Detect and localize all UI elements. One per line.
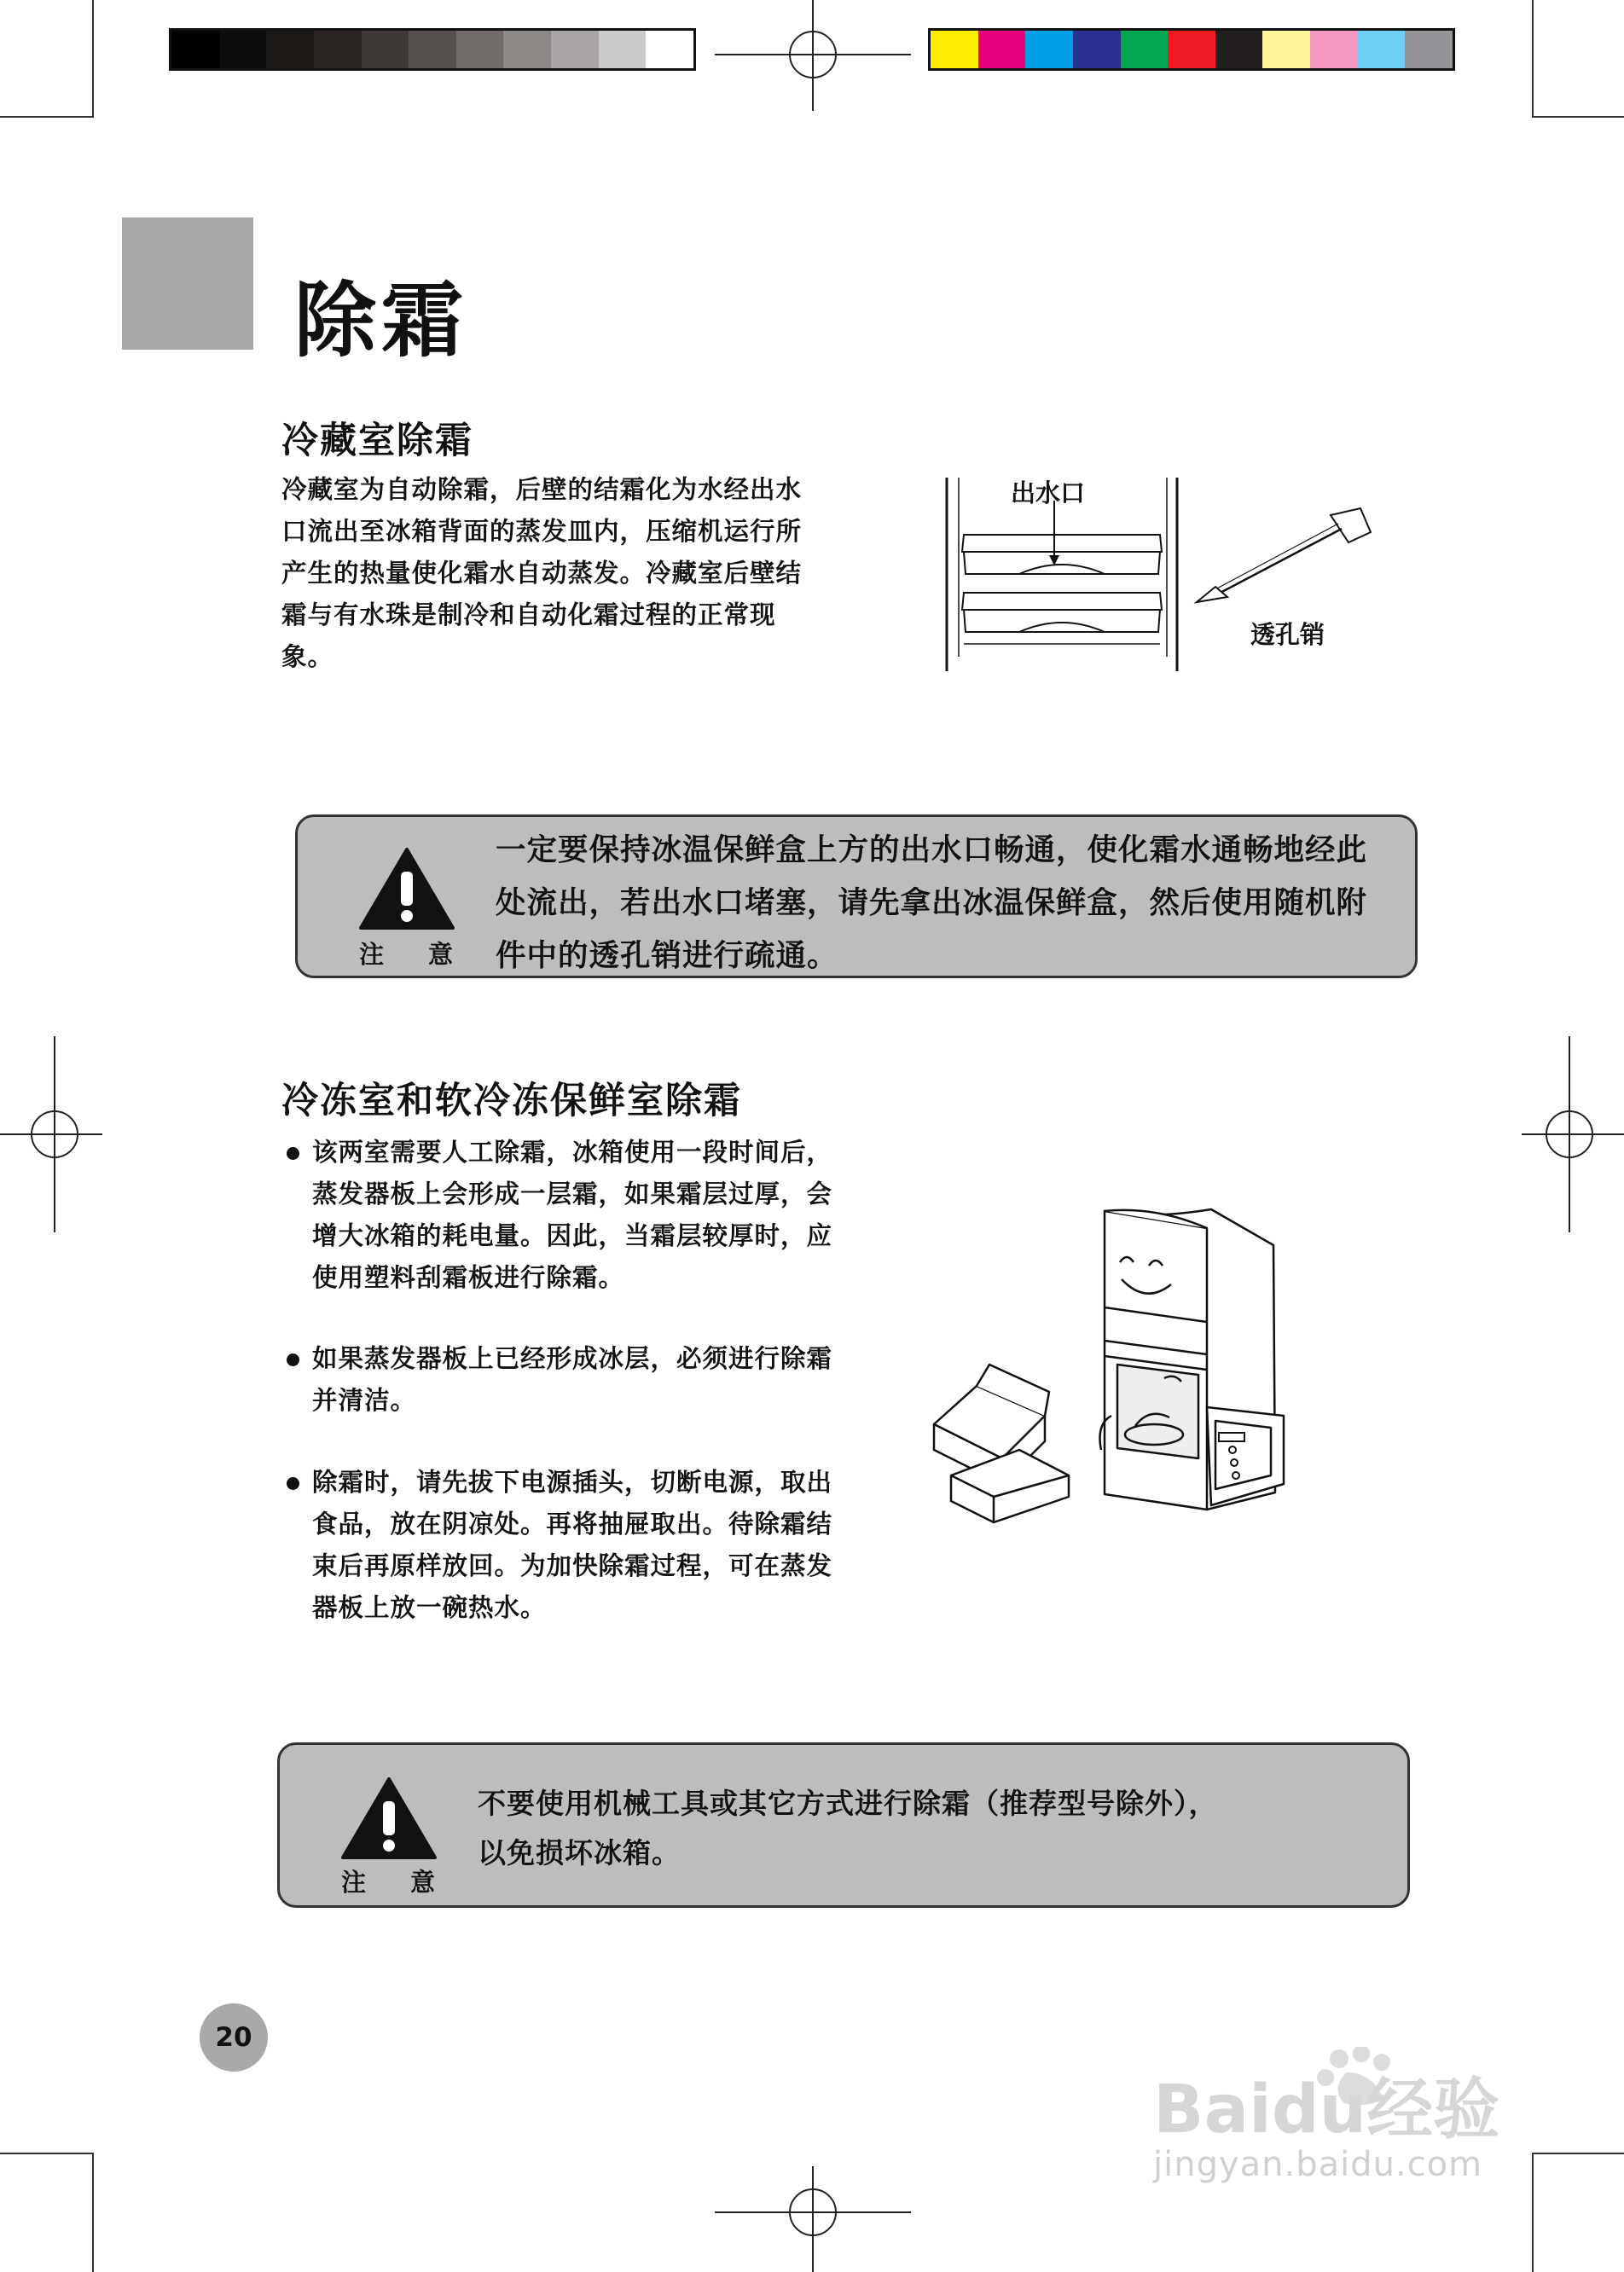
bullet-line: 并清洁。	[312, 1386, 417, 1415]
bullet-line: 除霜时，请先拔下电源插头，切断电源，取出	[312, 1468, 833, 1497]
calibration-swatch	[362, 31, 409, 68]
section-heading-freezer: 冷冻室和软冷冻保鲜室除霜	[281, 1080, 742, 1122]
caution-line: 不要使用机械工具或其它方式进行除霜（推荐型号除外），	[478, 1787, 1218, 1820]
calibration-swatch	[1310, 31, 1358, 68]
section-heading-fridge: 冷藏室除霜	[281, 420, 473, 462]
crop-mark	[1532, 2153, 1624, 2154]
calibration-swatch	[1121, 31, 1169, 68]
paragraph-line: 冷藏室为自动除霜，后壁的结霜化为水经出水	[281, 475, 803, 504]
bullet-line: 使用塑料刮霜板进行除霜。	[312, 1263, 625, 1292]
calibration-swatch	[646, 31, 693, 68]
calibration-swatch	[456, 31, 504, 68]
caution-line: 一定要保持冰温保鲜盒上方的出水口畅通，使化霜水通畅地经此	[496, 832, 1368, 867]
pin-label: 透孔销	[1250, 620, 1325, 649]
registration-mark-left	[0, 1036, 102, 1232]
caution-message	[478, 1779, 1399, 1878]
caution-box	[295, 814, 1418, 978]
crop-mark	[1532, 0, 1534, 118]
calibration-swatch	[1215, 31, 1263, 68]
bullet-dot	[287, 1477, 299, 1490]
bullet-line: 束后再原样放回。为加快除霜过程，可在蒸发	[312, 1551, 833, 1580]
bullet-dot	[287, 1353, 299, 1366]
calibration-swatch	[1358, 31, 1406, 68]
calibration-swatch	[1262, 31, 1310, 68]
calibration-swatch	[314, 31, 362, 68]
calibration-swatch	[551, 31, 599, 68]
caution-line: 件中的透孔销进行疏通。	[496, 938, 838, 973]
page-number: 20	[200, 2003, 268, 2072]
bullet-item	[287, 1338, 875, 1422]
crop-mark	[92, 0, 94, 118]
crop-mark	[0, 2153, 94, 2154]
crop-mark	[1532, 116, 1624, 118]
caution-label: 注意	[359, 940, 498, 969]
calibration-swatch	[219, 31, 267, 68]
crop-mark	[0, 116, 94, 118]
color-calibration-bar	[928, 28, 1455, 71]
title-marker-block	[122, 217, 253, 350]
caution-box	[277, 1742, 1410, 1908]
watermark-logo-text: Baidu经验	[1153, 2072, 1500, 2141]
bullet-line: 蒸发器板上会形成一层霜，如果霜层过厚，会	[312, 1179, 833, 1208]
bullet-item	[287, 1132, 875, 1299]
baidu-jingyan-watermark-logo	[1143, 2047, 1527, 2141]
bullet-line: 增大冰箱的耗电量。因此，当霜层较厚时，应	[312, 1221, 833, 1250]
calibration-swatch	[1073, 31, 1121, 68]
bullet-dot	[287, 1147, 299, 1160]
fridge-paragraph	[281, 469, 879, 678]
cartoon-fridge-illustration	[925, 1203, 1301, 1544]
bullet-line: 器板上放一碗热水。	[312, 1593, 547, 1622]
watermark-url: jingyan.baidu.com	[1153, 2145, 1483, 2184]
warning-triangle-icon	[339, 1776, 438, 1861]
paragraph-line: 象。	[281, 642, 334, 671]
registration-mark-bottom	[715, 2166, 911, 2272]
grayscale-calibration-bar	[169, 28, 696, 71]
caution-line: 处流出，若出水口堵塞，请先拿出冰温保鲜盒，然后使用随机附	[496, 885, 1368, 920]
calibration-swatch	[1025, 31, 1073, 68]
calibration-swatch	[1168, 31, 1215, 68]
calibration-swatch	[409, 31, 456, 68]
calibration-swatch	[503, 31, 551, 68]
warning-triangle-icon	[357, 846, 456, 931]
caution-label: 注意	[341, 1868, 480, 1897]
bullet-line: 食品，放在阴凉处。再将抽屉取出。待除霜结	[312, 1510, 833, 1539]
calibration-swatch	[978, 31, 1026, 68]
calibration-swatch	[599, 31, 647, 68]
registration-mark-right	[1522, 1036, 1624, 1232]
paragraph-line: 口流出至冰箱背面的蒸发皿内，压缩机运行所	[281, 517, 803, 546]
caution-line: 以免损坏冰箱。	[478, 1836, 681, 1869]
calibration-swatch	[171, 31, 219, 68]
calibration-swatch	[931, 31, 978, 68]
caution-message	[496, 824, 1408, 982]
crop-mark	[1532, 2153, 1534, 2272]
page-title: 除霜	[294, 273, 468, 368]
bullet-line: 如果蒸发器板上已经形成冰层，必须进行除霜	[312, 1344, 833, 1373]
calibration-swatch	[266, 31, 314, 68]
pin-illustration	[1190, 503, 1378, 610]
registration-mark-top	[715, 0, 911, 111]
paragraph-line: 产生的热量使化霜水自动蒸发。冷藏室后壁结	[281, 559, 803, 588]
crop-mark	[92, 2153, 94, 2272]
bullet-item	[287, 1462, 875, 1629]
bullet-line: 该两室需要人工除霜，冰箱使用一段时间后，	[312, 1138, 833, 1167]
calibration-swatch	[1405, 31, 1453, 68]
outlet-label: 出水口	[1011, 478, 1086, 507]
paragraph-line: 霜与有水珠是制冷和自动化霜过程的正常现	[281, 600, 776, 629]
